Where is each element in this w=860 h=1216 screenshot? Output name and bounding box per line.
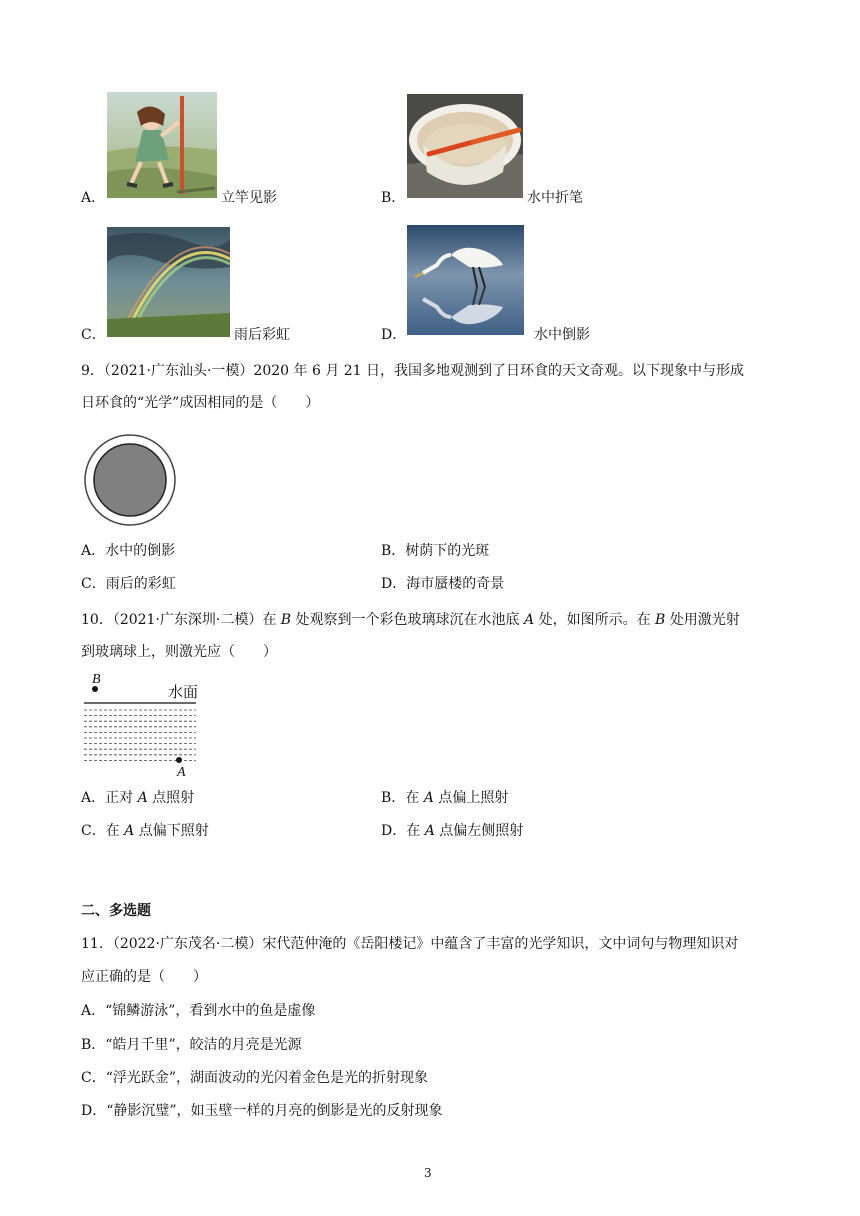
water-surface-label: 水面 xyxy=(168,684,199,701)
q9-stem-line1: 9．（2021·广东汕头·一模）2020 年 6 月 21 日，我国多地观测到了日环食的天文奇观。以下现象中与形成 xyxy=(81,363,745,379)
section-title-multiple-choice: 二、多选题 xyxy=(81,903,151,919)
q11-stem-line1: 11．（2022·广东茂名·二模）宋代范仲淹的《岳阳楼记》中蕴含了丰富的光学知识，文中词句与物理知识对 xyxy=(81,936,739,952)
q8-option-a-caption: 立竿见影 xyxy=(221,190,277,206)
egret-reflection-photo xyxy=(407,225,524,335)
q8-option-d-letter: D． xyxy=(381,327,407,343)
q11-option-d: D．“静影沉璧”，如玉壁一样的月亮的倒影是光的反射现象 xyxy=(81,1103,443,1119)
pole-shadow-illustration xyxy=(107,92,217,198)
q9-option-a: A．水中的倒影 xyxy=(81,543,176,559)
point-b-label: B xyxy=(92,672,101,687)
q11-stem-line2: 应正确的是（ ） xyxy=(81,969,207,985)
rainbow-photo xyxy=(107,227,230,337)
water-dashes xyxy=(84,710,196,760)
q9-option-c: C．雨后的彩虹 xyxy=(81,576,176,592)
q10-option-d: D．在 A 点偏左侧照射 xyxy=(381,823,524,839)
annular-eclipse-diagram xyxy=(83,433,177,527)
q8-option-a-letter: A． xyxy=(81,190,106,206)
pool-diagram xyxy=(84,670,200,778)
page-number: 3 xyxy=(424,1166,432,1180)
q11-option-b: B．“皓月千里”，皎洁的月亮是光源 xyxy=(81,1037,302,1053)
q9-option-d: D．海市蜃楼的奇景 xyxy=(381,576,505,592)
q11-option-c: C．“浮光跃金”，湖面波动的光闪着金色是光的折射现象 xyxy=(81,1070,429,1086)
q8-option-b-caption: 水中折笔 xyxy=(527,190,583,206)
q10-option-a: A．正对 A 点照射 xyxy=(81,790,195,806)
q10-option-c: C．在 A 点偏下照射 xyxy=(81,823,209,839)
q11-option-a: A．“锦鳞游泳”，看到水中的鱼是虚像 xyxy=(81,1003,316,1019)
q8-option-c-caption: 雨后彩虹 xyxy=(234,327,290,343)
point-a-label: A xyxy=(177,765,186,778)
pencil-in-water-bowl-photo xyxy=(407,94,523,198)
q8-option-c-letter: C． xyxy=(81,327,106,343)
q9-option-b: B．树荫下的光斑 xyxy=(381,543,490,559)
q10-stem-line2: 到玻璃球上，则激光应（ ） xyxy=(81,644,277,660)
q10-option-b: B．在 A 点偏上照射 xyxy=(381,790,509,806)
q8-option-b-letter: B． xyxy=(381,190,406,206)
q8-option-d-caption: 水中倒影 xyxy=(534,327,590,343)
q10-stem-line1: 10．（2021·广东深圳·二模）在 B 处观察到一个彩色玻璃球沉在水池底 A 处，如图所示。在 B 处用激光射 xyxy=(81,612,740,628)
q9-stem-line2: 日环食的“光学”成因相同的是（ ） xyxy=(81,395,320,411)
